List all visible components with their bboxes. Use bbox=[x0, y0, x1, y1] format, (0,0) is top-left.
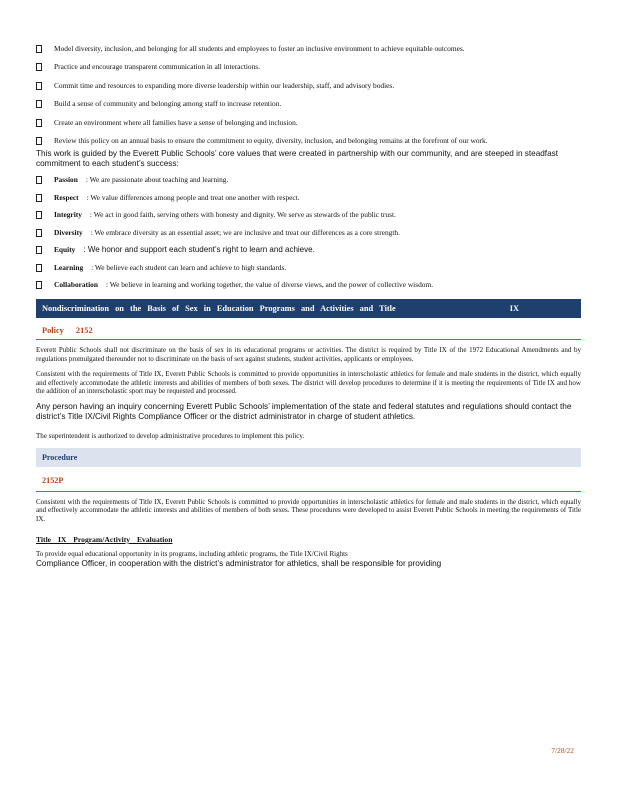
policy-label: Policy bbox=[42, 326, 64, 336]
bullet-list bbox=[36, 44, 581, 145]
value-item: Integrity : We act in good faith, serving others with honesty and dignity. We serve as stewards of the public trust. bbox=[36, 210, 581, 219]
bullet-box-icon bbox=[36, 229, 42, 237]
policy-paragraph: Everett Public Schools shall not discriminate on the basis of sex in its educational programs or activities. The district is required by Title IX of the 1972 Educational Amendments and by regulations promulgated thereunder not to discriminate on the basis of sex against students, student activities, applicants or employees. bbox=[36, 346, 581, 363]
evaluation-paragraph: To provide equal educational opportunity in its programs, including athletic programs, the Title IX/Civil Rights bbox=[36, 550, 348, 559]
bullet-box-icon bbox=[36, 100, 42, 108]
value-name: Respect bbox=[54, 192, 79, 202]
list-item: Create an environment where all families have a sense of belonging and inclusion. bbox=[36, 118, 581, 127]
value-name: Passion bbox=[54, 175, 78, 185]
procedure-number: 2152P bbox=[36, 467, 581, 492]
value-item: Diversity : We embrace diversity as an essential asset; we are inclusive and treat our differences as a core strength. bbox=[36, 228, 581, 237]
evaluation-heading: Title IX Program/Activity Evaluation bbox=[36, 535, 173, 545]
value-name: Integrity bbox=[54, 210, 82, 220]
values-intro: This work is guided by the Everett Public Schools’ core values that were created in partnership with our community, and are steeped in steadfast commitment to each student’s success: bbox=[36, 149, 558, 169]
value-name: Diversity bbox=[54, 227, 83, 237]
policy-heading bbox=[36, 318, 581, 340]
bullet-box-icon bbox=[36, 63, 42, 71]
list-item: Review this policy on an annual basis to ensure the commitment to equity, diversity, inclusion, and belonging remains at the forefront of our work. bbox=[36, 136, 581, 145]
procedure-paragraph: Consistent with the requirements of Title IX, Everett Public Schools is committed to provide opportunities in interscholastic athletics for female and male students in the district, which equally and effectively accommodate the athletic interests and abilities of members of both sexes. These procedures were developed to assist Everett Public Schools in meeting the requirements of Title IX. bbox=[36, 497, 581, 523]
evaluation-paragraph-cont: Compliance Officer, in cooperation with the district’s administrator for athletics, shall be responsible for providing bbox=[36, 558, 442, 568]
list-item: Model diversity, inclusion, and belonging for all students and employees to foster an inclusive environment to achieve equitable outcomes. bbox=[36, 44, 581, 53]
bullet-box-icon bbox=[36, 246, 42, 254]
core-values-list bbox=[36, 175, 581, 289]
list-item: Commit time and resources to expanding more diverse leadership within our leadership, staff, and advisory bodies. bbox=[36, 81, 581, 90]
inquiry-paragraph: Any person having an inquiry concerning Everett Public Schools’ implementation of the state and federal statutes and regulations should contact the district’s Title IX/Civil Rights Compliance Officer or the district administrator in charge of student athletics. bbox=[36, 402, 572, 422]
procedure-band: Procedure bbox=[36, 448, 581, 467]
policy-number: 2152 bbox=[75, 326, 93, 336]
value-item: Respect : We value differences among people and treat one another with respect. bbox=[36, 193, 581, 202]
document-page bbox=[36, 44, 581, 569]
bullet-box-icon bbox=[36, 45, 42, 53]
value-item: Passion : We are passionate about teaching and learning. bbox=[36, 175, 581, 184]
superintendent-paragraph: The superintendent is authorized to develop administrative procedures to implement this policy. bbox=[36, 432, 305, 441]
banner-suffix: IX bbox=[509, 304, 519, 314]
value-name: Learning bbox=[54, 262, 84, 272]
value-item: Collaboration : We believe in learning and working together, the value of diverse views, and the power of collective wisdom. bbox=[36, 280, 581, 289]
value-name: Equity bbox=[54, 245, 76, 255]
bullet-box-icon bbox=[36, 281, 42, 289]
list-item: Practice and encourage transparent communication in all interactions. bbox=[36, 62, 581, 71]
value-name: Collaboration bbox=[54, 280, 98, 290]
bullet-box-icon bbox=[36, 82, 42, 90]
policy-paragraph: Consistent with the requirements of Title IX, Everett Public Schools is committed to provide opportunities in interscholastic athletics for female and male students in the district, which equally and effectively accommodate the athletic interests and abilities of members of both sexes. The district will develop procedures to determine if it is meeting the requirements of Title IX and how the addition of an interscholastic sport may be requested and processed. bbox=[36, 370, 581, 396]
bullet-box-icon bbox=[36, 137, 42, 145]
banner-title: Nondiscrimination on the Basis of Sex in Education Programs and Activities and Title bbox=[42, 304, 396, 314]
list-item: Build a sense of community and belonging among staff to increase retention. bbox=[36, 99, 581, 108]
bullet-box-icon bbox=[36, 264, 42, 272]
value-item: Equity : We honor and support each student’s right to learn and achieve. bbox=[36, 245, 581, 254]
value-item: Learning : We believe each student can learn and achieve to high standards. bbox=[36, 263, 581, 272]
bullet-box-icon bbox=[36, 194, 42, 202]
bullet-box-icon bbox=[36, 119, 42, 127]
bullet-box-icon bbox=[36, 211, 42, 219]
section-banner bbox=[36, 299, 581, 318]
footer-date: 7/28/22 bbox=[551, 746, 574, 755]
bullet-box-icon bbox=[36, 176, 42, 184]
